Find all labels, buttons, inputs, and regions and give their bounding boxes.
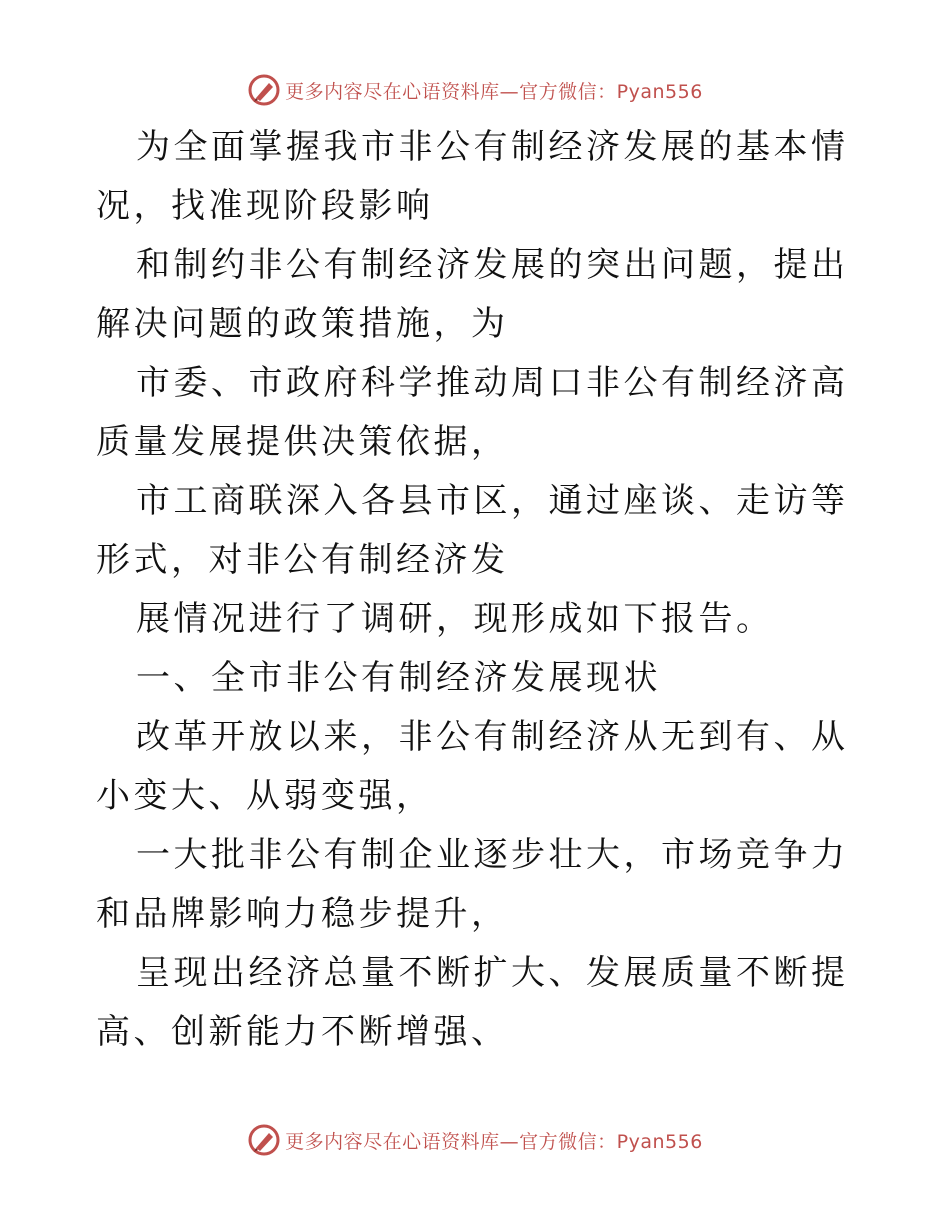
paragraph: 呈现出经济总量不断扩大、发展质量不断提高、创新能力不断增强、 [96,953,849,1052]
pen-logo-icon [247,73,281,107]
paragraph: 一大批非公有制企业逐步壮大，市场竞争力和品牌影响力稳步提升， [96,835,849,934]
header-watermark [0,70,950,110]
header-watermark-text: 更多内容尽在心语资料库—官方微信：Pyan556 [285,80,703,103]
paragraph: 市工商联深入各县市区，通过座谈、走访等形式，对非公有制经济发 [96,481,849,580]
paragraph: 为全面掌握我市非公有制经济发展的基本情况，找准现阶段影响 [96,127,849,226]
document-body [96,118,856,1062]
footer-watermark-text: 更多内容尽在心语资料库—官方微信：Pyan556 [285,1130,703,1153]
section-heading: 一、全市非公有制经济发展现状 [136,658,661,698]
paragraph: 展情况进行了调研，现形成如下报告。 [136,599,774,639]
paragraph: 改革开放以来，非公有制经济从无到有、从小变大、从弱变强， [96,717,849,816]
pen-logo-icon [247,1123,281,1157]
footer-watermark [0,1120,950,1160]
paragraph: 市委、市政府科学推动周口非公有制经济高质量发展提供决策依据， [96,363,849,462]
paragraph: 和制约非公有制经济发展的突出问题，提出解决问题的政策措施，为 [96,245,849,344]
